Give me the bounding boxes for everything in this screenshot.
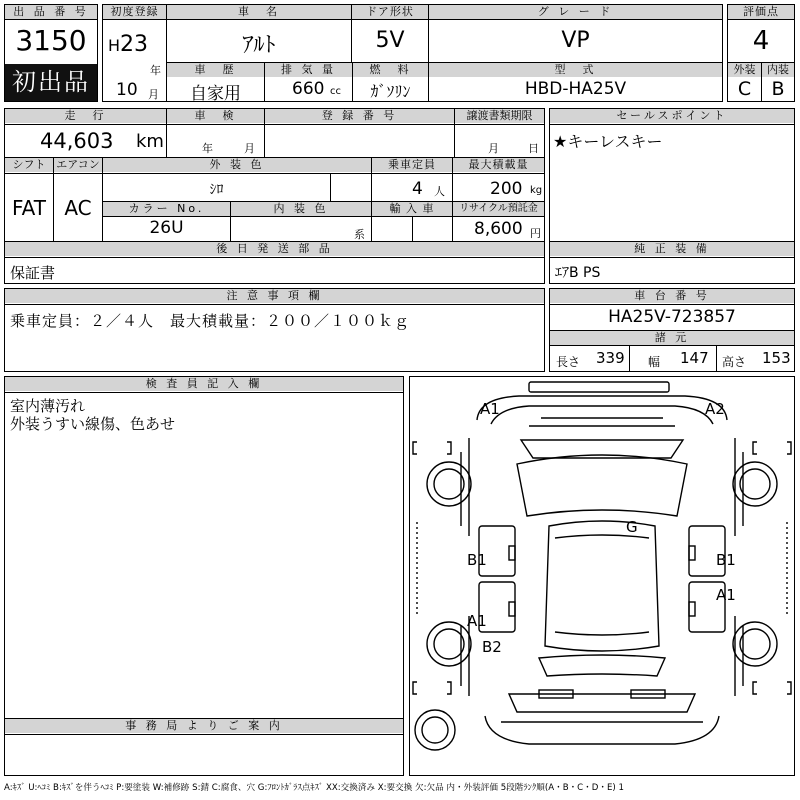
shift-header: シフト	[5, 158, 53, 172]
first-listing-badge: 初出品	[5, 64, 97, 101]
displacement: 660	[292, 79, 325, 99]
ext-color: ｼﾛ	[209, 182, 224, 198]
genuine-header: 純 正 装 備	[550, 242, 794, 256]
height-label: 高さ	[722, 355, 747, 369]
int-color-unit: 系	[354, 228, 365, 241]
max-load-value: 200	[490, 179, 523, 199]
later-parts-header: 後 日 発 送 部 品	[5, 242, 544, 256]
first-reg-year: 23	[120, 32, 148, 57]
car-name: ｱﾙﾄ	[242, 33, 276, 58]
fuel-header: 燃 料	[353, 63, 428, 77]
mileage-header: 走 行	[5, 109, 166, 123]
score-header: 評価点	[728, 5, 794, 19]
aircon: AC	[64, 196, 92, 220]
exterior-header: 外装	[728, 63, 761, 77]
mark-a1-right-rear: A1	[716, 586, 736, 604]
max-load-unit: kg	[530, 185, 543, 196]
inspector-line-1: 室内薄汚れ	[10, 397, 86, 415]
width-value: 147	[680, 349, 709, 367]
mark-a1-top-left: A1	[480, 400, 500, 418]
later-parts: 保証書	[10, 264, 56, 282]
model-code: HBD-HA25V	[524, 79, 627, 99]
interior-header: 内装	[762, 63, 794, 77]
fuel: ｶﾞｿﾘﾝ	[370, 82, 411, 101]
car-name-header: 車 名	[167, 5, 351, 19]
aircon-header: エアコン	[54, 158, 102, 172]
inspector-box	[4, 376, 404, 776]
lot-number: 3150	[15, 24, 87, 57]
mark-b1-left-door: B1	[467, 551, 487, 569]
ext-color-header: 外 装 色	[103, 158, 371, 172]
history: 自家用	[190, 84, 241, 104]
inspection-month-unit: 月	[244, 142, 255, 155]
recycle-unit: 円	[530, 227, 541, 240]
recycle-header: リサイクル預託金	[453, 202, 544, 216]
import-header: 輸 入 車	[372, 202, 452, 216]
door-header: ドア形状	[352, 5, 428, 19]
color-no: 26U	[149, 218, 184, 238]
first-reg-era: H	[108, 36, 121, 55]
lot-header: 出 品 番 号	[5, 5, 97, 19]
transfer-month-unit: 月	[488, 142, 499, 155]
specs-header: 諸 元	[550, 331, 794, 345]
door-type: 5V	[375, 28, 405, 53]
inspection-header: 車 検	[167, 109, 264, 123]
mileage-value: 44,603	[40, 129, 114, 153]
transfer-day-unit: 日	[528, 142, 539, 155]
int-color-header: 内 装 色	[231, 202, 371, 216]
capacity-header: 乗車定員	[372, 158, 452, 172]
genuine-equipment: ｴｱB PS	[555, 265, 601, 281]
displacement-unit: cc	[330, 86, 341, 97]
inspector-line-2: 外装うすい線傷、色あせ	[10, 415, 176, 433]
first-reg-month: 10	[116, 80, 138, 100]
legend: A:ｷｽﾞ U:ﾍｺﾐ B:ｷｽﾞを伴うﾍｺﾐ P:要塗装 W:補修跡 S:錆 C:腐食、穴 G:ﾌﾛﾝﾄｶﾞﾗｽ点ｷｽﾞ XX:交換済み X:要交換 欠:欠品 内・外装評価 5段階ﾗﾝｸ順(A・B・C・D・E) 1	[4, 783, 624, 793]
shift: FAT	[11, 196, 46, 220]
office-header: 事 務 局 よ り ご 案 内	[5, 719, 403, 733]
notes-header: 注 意 事 項 欄	[5, 289, 544, 303]
car-diagram	[409, 376, 795, 776]
grade-header: グ レ ー ド	[429, 5, 722, 19]
first-reg-year-unit: 年	[150, 64, 161, 77]
max-load-header: 最大積載量	[453, 158, 544, 172]
capacity-unit: 人	[434, 185, 445, 198]
sales-point: ★キーレスキー	[553, 132, 663, 151]
history-header: 車 歴	[167, 63, 264, 77]
mark-b1-right-door: B1	[716, 551, 736, 569]
notes-text: 乗車定員：２／４人 最大積載量：２００／１００ｋｇ	[10, 312, 411, 330]
mark-a2-top-right: A2	[705, 400, 725, 418]
displacement-header: 排 気 量	[265, 63, 352, 77]
mileage-unit: km	[136, 131, 164, 152]
grade: VP	[561, 28, 590, 53]
length-label: 長さ	[556, 355, 581, 369]
mark-b2-left-rear: B2	[482, 638, 502, 656]
recycle-value: 8,600	[474, 219, 523, 239]
height-value: 153	[762, 349, 791, 367]
inspection-year-unit: 年	[202, 142, 213, 155]
chassis-header: 車 台 番 号	[550, 289, 794, 303]
chassis-number: HA25V-723857	[608, 307, 736, 327]
capacity-value: 4	[412, 179, 423, 199]
length-value: 339	[596, 349, 625, 367]
first-reg-month-unit: 月	[148, 88, 159, 101]
sales-point-header: セールスポイント	[550, 109, 794, 123]
first-reg-header: 初度登録	[103, 5, 166, 19]
interior-grade: B	[771, 78, 785, 100]
mark-a1-left-rear: A1	[467, 612, 487, 630]
registration-header: 登 録 番 号	[265, 109, 454, 123]
inspector-header: 検 査 員 記 入 欄	[5, 377, 403, 391]
score: 4	[752, 26, 770, 56]
mark-g-windshield: G	[626, 518, 638, 536]
width-label: 幅	[648, 355, 661, 369]
color-no-header: カラー No.	[103, 202, 230, 216]
model-code-header: 型 式	[429, 63, 722, 77]
exterior-grade: C	[737, 78, 752, 100]
transfer-header: 譲渡書類期限	[455, 109, 544, 123]
